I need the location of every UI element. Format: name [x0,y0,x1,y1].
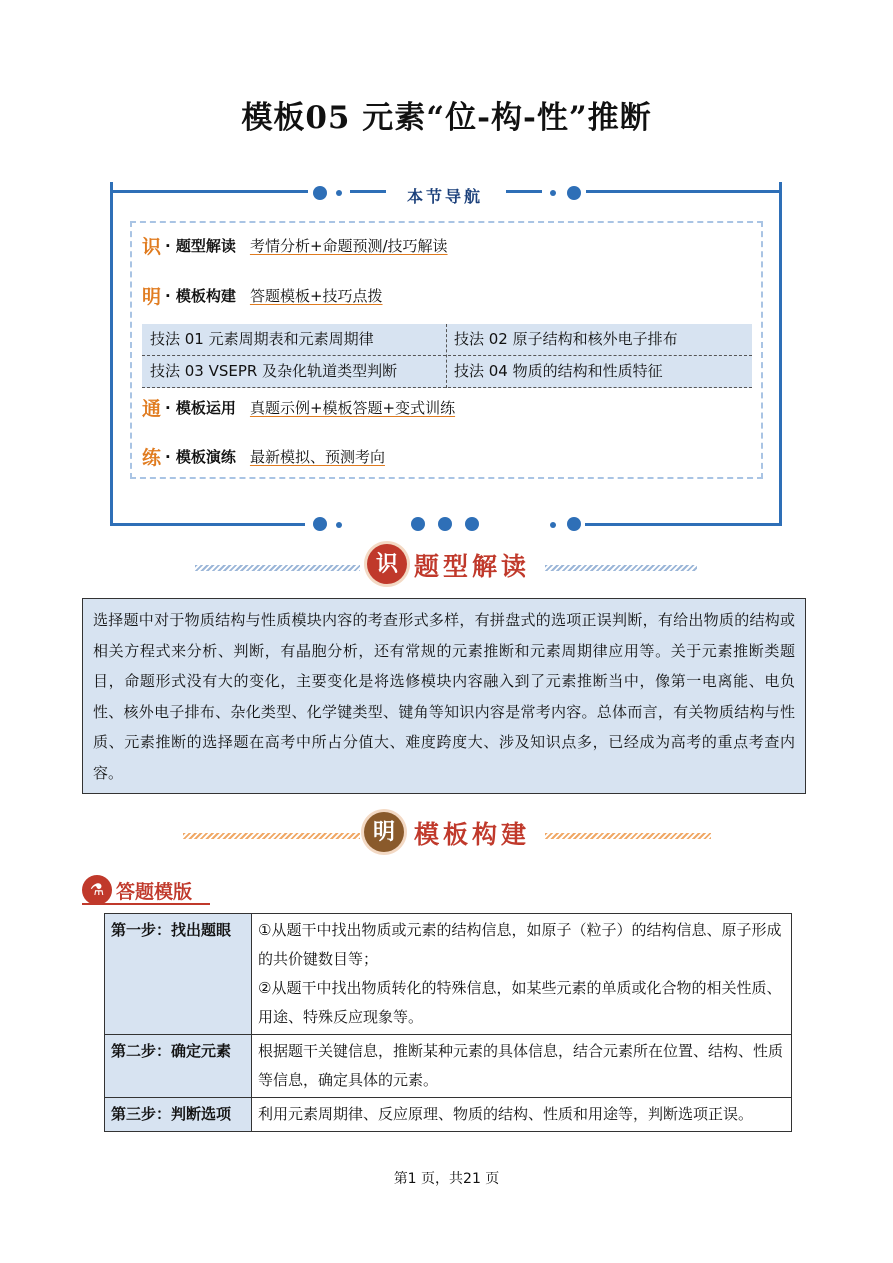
table-row [105,1035,792,1098]
table-row [105,914,792,1035]
nav-char: 识 [142,235,162,258]
flask-icon: ⚗ [82,875,112,905]
template-badge [82,875,212,903]
nav-top-line-left [113,190,308,193]
section-title: 模板构建 [414,820,531,849]
step-label: 第一步：找出题眼 [105,914,252,1035]
nav-label: · 模板运用 [165,398,236,417]
banner-divider [183,833,360,839]
banner-divider [545,565,697,571]
technique-item[interactable]: 技法 02 原子结构和核外电子排布 [454,330,678,348]
banner-divider [545,833,711,839]
nav-desc: 答题模板+技巧点拨 [249,286,383,305]
nav-dot [336,522,342,528]
technique-item[interactable]: 技法 04 物质的结构和性质特征 [454,362,663,380]
technique-grid [142,324,752,388]
nav-dot [438,517,452,531]
nav-item-build[interactable] [142,282,383,308]
nav-dot [313,186,327,200]
section-seal: 识 [367,544,407,584]
nav-item-practice[interactable] [142,443,385,469]
step-paragraph: 利用元素周期律、反应原理、物质的结构、性质和用途等，判断选项正误。 [258,1105,754,1123]
nav-label: · 题型解读 [165,236,236,255]
step-paragraph: 根据题干关键信息，推断某种元素的具体信息，结合元素所在位置、结构、性质等信息，确定具体的元素。 [258,1042,784,1089]
step-label: 第三步：判断选项 [105,1098,252,1132]
nav-dot [336,190,342,196]
nav-char: 练 [142,446,162,469]
nav-label: · 模板构建 [165,286,236,305]
nav-dot [550,522,556,528]
nav-char: 明 [142,285,162,308]
steps-table [104,913,792,1132]
nav-heading: 本节导航 [406,187,483,206]
banner-divider [195,565,360,571]
nav-char: 通 [142,397,162,420]
template-badge-label: 答题模版 [116,881,193,903]
section-seal: 明 [364,812,404,852]
step-content [252,914,792,1035]
nav-desc: 考情分析+命题预测/技巧解读 [249,236,448,255]
page-title: 模板05 元素“位-构-性”推断 [241,100,652,136]
table-row [105,1098,792,1132]
nav-dot [567,186,581,200]
technique-item[interactable]: 技法 01 元素周期表和元素周期律 [150,330,374,348]
step-content [252,1035,792,1098]
nav-dot [567,517,581,531]
nav-dot [313,517,327,531]
nav-item-identify[interactable] [142,232,448,258]
step-paragraph: ①从题干中找出物质或元素的结构信息，如原子（粒子）的结构信息、原子形成的共价键数目等； [258,921,782,968]
nav-desc: 最新模拟、预测考向 [249,447,385,466]
template-badge-underline [82,903,210,905]
intro-text: 选择题中对于物质结构与性质模块内容的考查形式多样，有拼盘式的选项正误判断，有给出物质的结构或相关方程式来分析、判断，有晶胞分析，还有常规的元素推断和元素周期律应用等。关于元素推断类题目，命题形式没有大的变化，主要变化是将选修模块内容融入到了元素推断当中，像第一电离能、电负性、核外电子排布、杂化类型、化学键类型、键角等知识内容是常考内容。总体而言，有关物质结构与性质、元素推断的选择题在高考中所占分值大、难度跨度大、涉及知识点多，已经成为高考的重点考查内容。 [82,598,806,794]
section-title: 题型解读 [414,552,531,581]
nav-dot [550,190,556,196]
nav-dot [465,517,479,531]
step-paragraph: ②从题干中找出物质转化的特殊信息，如某些元素的单质或化合物的相关性质、用途、特殊反应现象等。 [258,979,782,1026]
step-content [252,1098,792,1132]
nav-top-line-right [586,190,779,193]
technique-item[interactable]: 技法 03 VSEPR 及杂化轨道类型判断 [150,362,398,380]
nav-dot [411,517,425,531]
step-label: 第二步：确定元素 [105,1035,252,1098]
nav-item-apply[interactable] [142,394,455,420]
page-footer: 第1 页，共21 页 [393,1171,500,1187]
nav-label: · 模板演练 [165,447,236,466]
nav-desc: 真题示例+模板答题+变式训练 [249,398,456,417]
